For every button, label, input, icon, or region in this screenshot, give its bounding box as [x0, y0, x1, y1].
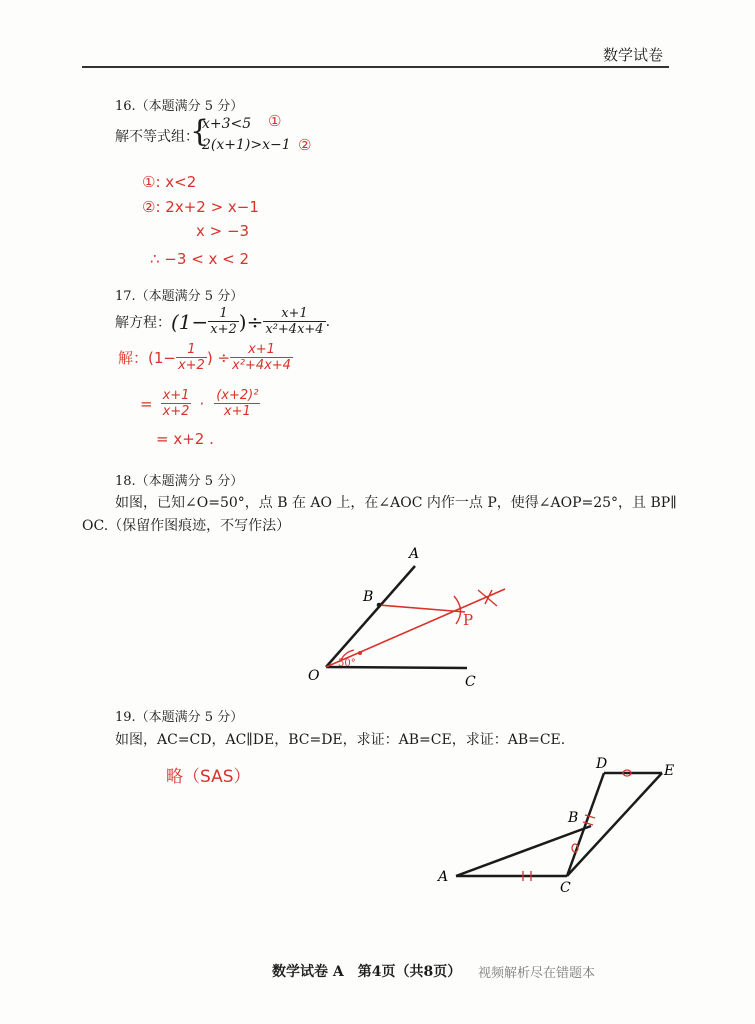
q16-brace: {: [190, 114, 210, 149]
segment-ce: [567, 773, 662, 876]
q17-w3-num: x+1: [162, 388, 190, 403]
q17-result: = x+2 .: [156, 430, 214, 448]
label-c: C: [465, 674, 476, 690]
q19-heading: 19.（本题满分 5 分）: [115, 710, 244, 725]
label-a: A: [409, 546, 420, 562]
q17-f1-num: 1: [219, 306, 228, 321]
q17-eq-mid: )÷: [238, 309, 264, 334]
q17-w4-den: x+1: [214, 403, 260, 419]
q18-heading: 18.（本题满分 5 分）: [115, 474, 244, 489]
q19-line-1: 如图，AC=CD，AC∥DE，BC=DE，求证：AB=CE，求证：AB=CE.: [115, 732, 566, 748]
q17-w4-num: (x+2)²: [216, 388, 259, 403]
footer-watermark: 视频解析尽在错题本: [478, 966, 596, 981]
q17-work-prefix: 解：(1−: [118, 349, 176, 367]
q17-w1-den: x+2: [177, 358, 205, 373]
q16-work-3: x > −3: [196, 222, 250, 240]
q17-f2-num: x+1: [281, 306, 308, 321]
q16-heading: 16.（本题满分 5 分）: [115, 99, 244, 114]
q16-work-1: ①: x<2: [142, 173, 197, 191]
label-angle: 50°: [338, 658, 356, 669]
q17-w3-den: x+2: [162, 404, 190, 419]
q17-heading: 17.（本题满分 5 分）: [115, 289, 244, 304]
label-o: O: [308, 668, 320, 684]
q18-line-2: OC.（保留作图痕迹，不写作法）: [82, 518, 291, 534]
q17-w3-mid: ·: [199, 394, 205, 413]
q18-line-1: 如图，已知∠O=50°，点 B 在 AO 上，在∠AOC 内作一点 P，使得∠AOP=25°，且 BP∥: [115, 495, 677, 511]
q17-w1-num: 1: [187, 342, 196, 357]
q16-line1: x+3<5: [202, 116, 252, 132]
label-q19-e: E: [664, 763, 675, 779]
header-title: 数学试卷: [602, 46, 663, 64]
q17-eq-open: (1−: [171, 309, 209, 334]
q16-work-2: ②: 2x+2 > x−1: [142, 198, 259, 216]
q17-eq-end: .: [325, 313, 331, 330]
q17-w2-den: x²+4x+4: [232, 358, 291, 373]
label-p: P: [463, 611, 474, 629]
q16-line2: 2(x+1)>x−1: [202, 137, 291, 153]
q17-work-mid: ) ÷: [206, 348, 231, 367]
q17-prompt: 解方程：: [115, 314, 171, 331]
label-q19-a: A: [438, 869, 449, 885]
angle-dot: [358, 651, 362, 655]
q16-work-4: ∴ −3 < x < 2: [150, 250, 250, 268]
q17-w2-num: x+1: [248, 342, 275, 357]
ray-op: [326, 589, 505, 667]
arc-cross-mark: [478, 590, 497, 606]
label-b: B: [363, 589, 374, 605]
q16-prompt: 解不等式组：: [115, 129, 199, 145]
footer-page-info: 数学试卷 A 第4页（共8页）: [272, 964, 462, 980]
q17-w3-prefix: =: [140, 394, 153, 413]
q17-f2-den: x²+4x+4: [265, 322, 324, 337]
label-q19-b: B: [568, 810, 579, 826]
point-b: [377, 603, 382, 608]
segment-bp: [379, 605, 465, 612]
q19-answer: 略（SAS）: [166, 767, 251, 787]
q17-f1-den: x+2: [210, 322, 237, 337]
ray-oa: [326, 566, 415, 667]
q16-mark-2: ②: [298, 136, 312, 154]
label-q19-d: D: [596, 756, 608, 772]
q16-mark-1: ①: [268, 112, 282, 130]
label-q19-c: C: [560, 880, 571, 896]
